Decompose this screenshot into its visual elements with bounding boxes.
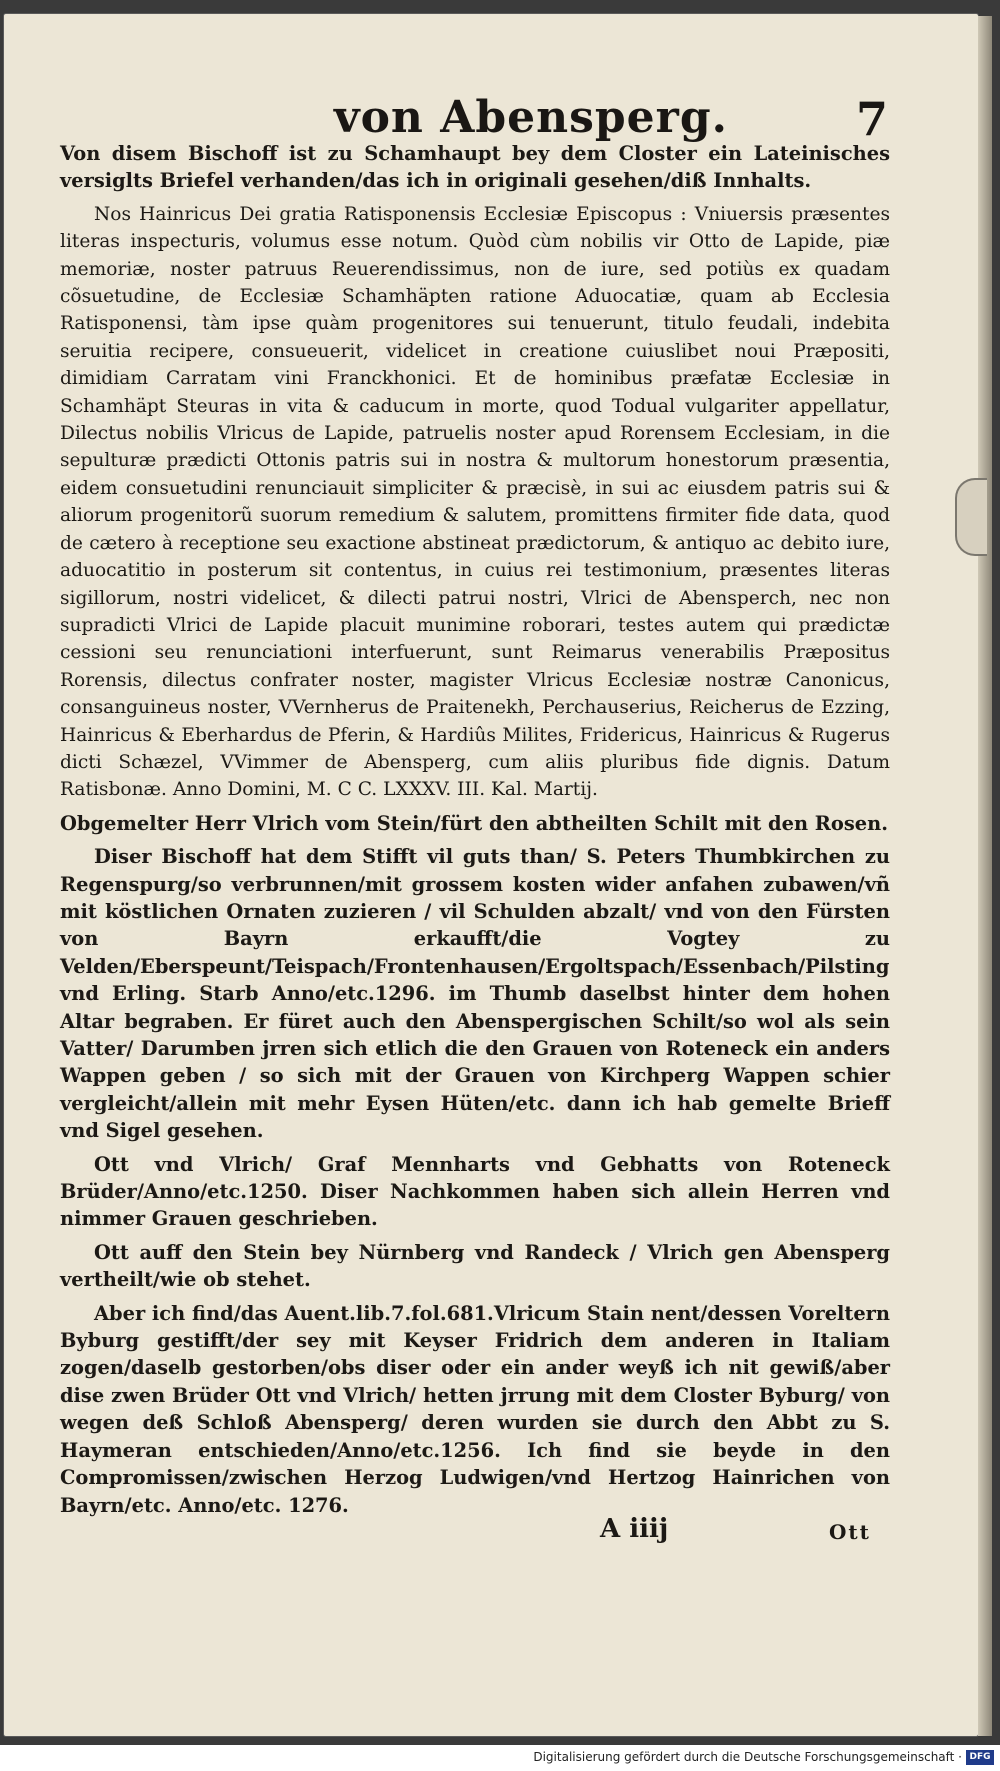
book-page [4, 14, 978, 1736]
intro-paragraph: Von disem Bischoff ist zu Schamhaupt bey dem Closter ein Lateinisches versiglts Briefel verhanden/das ich in originali gesehen/diß Innhalts. [60, 142, 890, 193]
latin-charter: Nos Hainricus Dei gratia Ratisponensis Ecclesiæ Episcopus : Vniuersis præsentes literas inspecturis, volumus esse notum. Quòd cùm nobilis vir Otto de Lapide, piæ memoriæ, noster patruus Reuerendissimus, non de iure, sed potiùs ex quadam cõsuetudine, de Ecclesiæ Schamhäpten ratione Aduocatiæ, quam ab Ecclesia Ratisponensi, tàm ipse quàm progenitores sui tenuerunt, titulo feudali, indebita seruitia recipere, consueuerit, videlicet in creatione cuiuslibet noui Præpositi, dimidiam Carratam vini Franckhonici. Et de hominibus præfatæ Ecclesiæ in Schamhäpt Steuras in vita & caducum in morte, quod Todual vulgariter appellatur, Dilectus nobilis Vlricus de Lapide, patruelis noster apud Rorensem Ecclesiam, in die sepulturæ prædicti Ottonis patris sui in nostra & multorum honestorum præsentia, eidem consuetudini renunciauit simpliciter & præcisè, in sui ac eiusdem patris sui & aliorum progenitorũ suorum remedium & salutem, promittens firmiter fide data, quod de cætero à receptione seu exactione abstineat prædictorum, & antiquo ac debito iure, aduocatitio in posterum sit contentus, in cuius rei testimonium, præsentes literas sigillorum, nostri videlicet, & dilecti patrui nostri, Vlrici de Abensperch, nec non supradicti Vlrici de Lapide placuit munimine roborari, testes autem qui prædictæ cessioni seu renunciationi interfuerunt, sunt Reimarus venerabilis Præpositus Rorensis, dilectus confrater noster, magister Vlricus Ecclesiæ nostræ Canonicus, consanguineus noster, VVernherus de Praitenekh, Perchauserius, Reicherus de Ezzing, Hainricus & Eberhardus de Pferin, & Hardiûs Milites, Fridericus, Hainricus & Rugerus dicti Schæzel, VVimmer de Abensperg, cum aliis pluribus fide dignis. Datum Ratisbonæ. Anno Domini, M. C C. LXXXV. III. Kal. Martij. [60, 203, 890, 801]
page-edge [978, 16, 992, 1736]
dfg-logo-icon: DFG [966, 1750, 994, 1765]
page-text [60, 140, 890, 1525]
ott-stein-paragraph: Ott auff den Stein bey Nürnberg vnd Randeck / Vlrich gen Abensperg vertheilt/wie ob stehet. [60, 1240, 890, 1292]
running-head: von Abensperg. [334, 92, 728, 143]
catchword: Ott [829, 1520, 871, 1544]
footer-bar [0, 1745, 1000, 1771]
funding-credit: Digitalisierung gefördert durch die Deutsche Forschungsgemeinschaft · [533, 1750, 962, 1764]
shield-paragraph: Obgemelter Herr Vlrich vom Stein/fürt den abtheilten Schilt mit den Rosen. [60, 811, 888, 835]
signature-mark: A iiij [600, 1514, 669, 1544]
page-number: 7 [856, 92, 889, 146]
bishop-paragraph: Diser Bischoff hat dem Stifft vil guts than/ S. Peters Thumbkirchen zu Regenspurg/so verbrunnen/mit grossem kosten wider anfahen zubawen/vñ mit köstlichen Ornaten zuzieren / vil Schulden abzalt/ vnd von den Fürsten von Bayrn erkaufft/die Vogtey zu Velden/Eberspeunt/Teispach/Frontenhausen/Ergoltspach/Essenbach/Pilsting vnd Erling. Starb Anno/etc.1296. im Thumb daselbst hinter dem hohen Altar begraben. Er füret auch den Abenspergischen Schilt/so wol als sein Vatter/ Darumben jrren sich etlich die den Grauen von Roteneck ein anders Wappen geben / so sich mit der Grauen von Kirchperg Wappen schier vergleicht/allein mit mehr Eysen Hüten/etc. dann ich hab gemelte Brieff vnd Sigel gesehen. [60, 845, 890, 1143]
aventin-paragraph: Aber ich find/das Auent.lib.7.fol.681.Vlricum Stain nent/dessen Voreltern Byburg gestifft/der sey mit Keyser Fridrich dem anderen in Italiam zogen/daselb gestorben/obs diser oder ein ander weyß ich nit gewiß/aber dise zwen Brüder Ott vnd Vlrich/ hetten jrrung mit dem Closter Byburg/ von wegen deß Schloß Abensperg/ deren wurden sie durch den Abbt zu S. Haymeran entschieden/Anno/etc.1256. Ich find sie beyde in den Compromissen/zwischen Herzog Ludwigen/vnd Hertzog Hainrichen von Bayrn/etc. Anno/etc. 1276. [60, 1301, 890, 1517]
ott-vlrich-paragraph: Ott vnd Vlrich/ Graf Mennharts vnd Gebhatts von Roteneck Brüder/Anno/etc.1250. Diser Nachkommen haben sich allein Herren vnd nimmer Grauen geschrieben. [60, 1152, 890, 1231]
page-tab [955, 478, 987, 556]
